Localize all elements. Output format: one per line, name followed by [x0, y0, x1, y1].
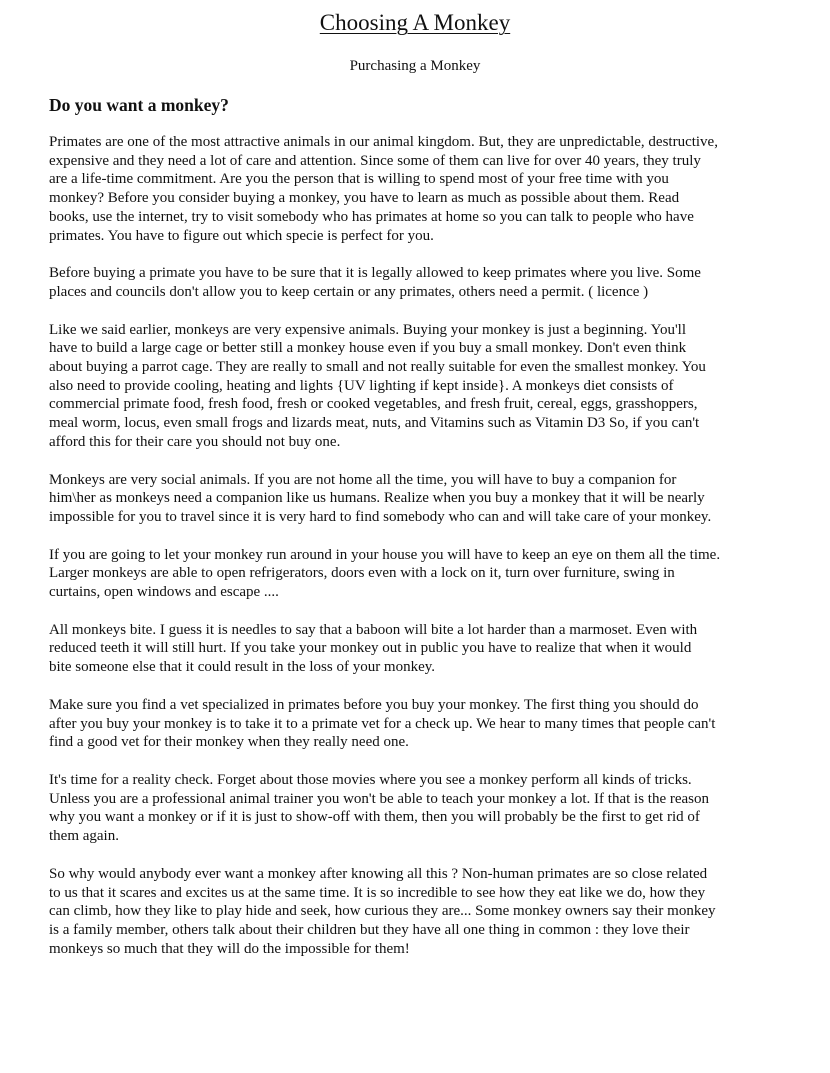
paragraph-6: [49, 621, 789, 677]
text-line: commercial primate food, fresh food, fresh or cooked vegetables, and fresh fruit, cereal, eggs, grasshoppers,: [49, 396, 698, 413]
text-line: Unless you are a professional animal trainer you won't be able to teach your monkey a lot. If that is the reason: [49, 790, 709, 807]
text-line: If you are going to let your monkey run around in your house you will have to keep an eye on them all the time.: [49, 546, 721, 563]
text-line: bite someone else that it could result in the loss of your monkey.: [49, 659, 436, 676]
text-line: are a life-time commitment. Are you the person that is willing to spend most of your free time with you: [49, 171, 669, 188]
text-line: So why would anybody ever want a monkey after knowing all this ? Non-human primates are so close related: [49, 865, 708, 882]
text-line: places and councils don't allow you to keep certain or any primates, others need a permit. ( licence ): [49, 283, 649, 300]
text-line: also need to provide cooling, heating and lights {UV lighting if kept inside}. A monkeys diet consists of: [49, 377, 674, 394]
text-line: to us that it scares and excites us at the same time. It is so incredible to see how they eat like we do, how they: [49, 884, 706, 901]
text-line: It's time for a reality check. Forget about those movies where you see a monkey perform all kinds of tricks.: [49, 771, 692, 788]
text-line: All monkeys bite. I guess it is needles to say that a baboon will bite a lot harder than a marmoset. Even with: [49, 621, 698, 638]
paragraph-7: [49, 696, 789, 752]
text-line: Make sure you find a vet specialized in primates before you buy your monkey. The first thing you should do: [49, 696, 699, 713]
paragraph-8: [49, 771, 789, 846]
document-subtitle: Purchasing a Monkey: [349, 58, 481, 74]
text-line: meal worm, locus, even small frogs and lizards meat, nuts, and Vitamins such as Vitamin D3 So, if you can't: [49, 415, 700, 432]
text-line: have to build a large cage or better still a monkey house even if you buy a small monkey. Don't even think: [49, 340, 687, 357]
text-line: curtains, open windows and escape ....: [49, 584, 279, 601]
paragraph-3: [49, 321, 789, 452]
paragraph-5: [49, 546, 789, 602]
text-line: Like we said earlier, monkeys are very expensive animals. Buying your monkey is just a beginning. You'll: [49, 321, 686, 338]
text-line: about buying a parrot cage. They are really to small and not really suitable for even the smallest monkey. You: [49, 359, 706, 376]
text-line: expensive and they need a lot of care and attention. Since some of them can live for over 40 years, they truly: [49, 152, 701, 169]
text-line: Before buying a primate you have to be sure that it is legally allowed to keep primates where you live. Some: [49, 265, 701, 282]
text-line: Larger monkeys are able to open refrigerators, doors even with a lock on it, turn over furniture, swing in: [49, 565, 675, 582]
paragraph-1: [49, 133, 789, 245]
text-line: afford this for their care you should not buy one.: [49, 433, 341, 450]
text-line: find a good vet for their monkey when they really need one.: [49, 734, 409, 751]
document-body: [49, 133, 789, 977]
text-line: reduced teeth it will still hurt. If you take your monkey out in public you have to realize that when it would: [49, 640, 692, 657]
paragraph-4: [49, 471, 789, 527]
text-line: is a family member, others talk about their children but they have all one thing in common : they love their: [49, 921, 690, 938]
text-line: monkeys so much that they will do the impossible for them!: [49, 940, 410, 957]
text-line: can climb, how they like to play hide and seek, how curious they are... Some monkey owners say their monkey: [49, 903, 716, 920]
text-line: them again.: [49, 828, 119, 845]
section-heading: Do you want a monkey?: [49, 95, 229, 115]
text-line: impossible for you to travel since it is very hard to find somebody who can and will take care of your monkey.: [49, 508, 712, 525]
text-line: him\her as monkeys need a companion like us humans. Realize when you buy a monkey that it will be nearly: [49, 490, 705, 507]
document-title: Choosing A Monkey: [319, 10, 511, 35]
text-line: Monkeys are very social animals. If you are not home all the time, you will have to buy a companion for: [49, 471, 677, 488]
text-line: books, use the internet, try to visit somebody who has primates at home so you can talk to people who have: [49, 208, 694, 225]
text-line: why you want a monkey or if it is just to show-off with them, then you will probably be the first to get rid of: [49, 809, 700, 826]
text-line: Primates are one of the most attractive animals in our animal kingdom. But, they are unpredictable, destructive,: [49, 134, 718, 150]
paragraph-9: [49, 865, 789, 959]
text-line: primates. You have to figure out which specie is perfect for you.: [49, 227, 434, 244]
paragraph-2: [49, 264, 789, 301]
text-line: monkey? Before you consider buying a monkey, you have to learn as much as possible about them. Read: [49, 190, 680, 207]
text-line: after you buy your monkey is to take it to a primate vet for a check up. We hear to many times that people can't: [49, 715, 716, 732]
